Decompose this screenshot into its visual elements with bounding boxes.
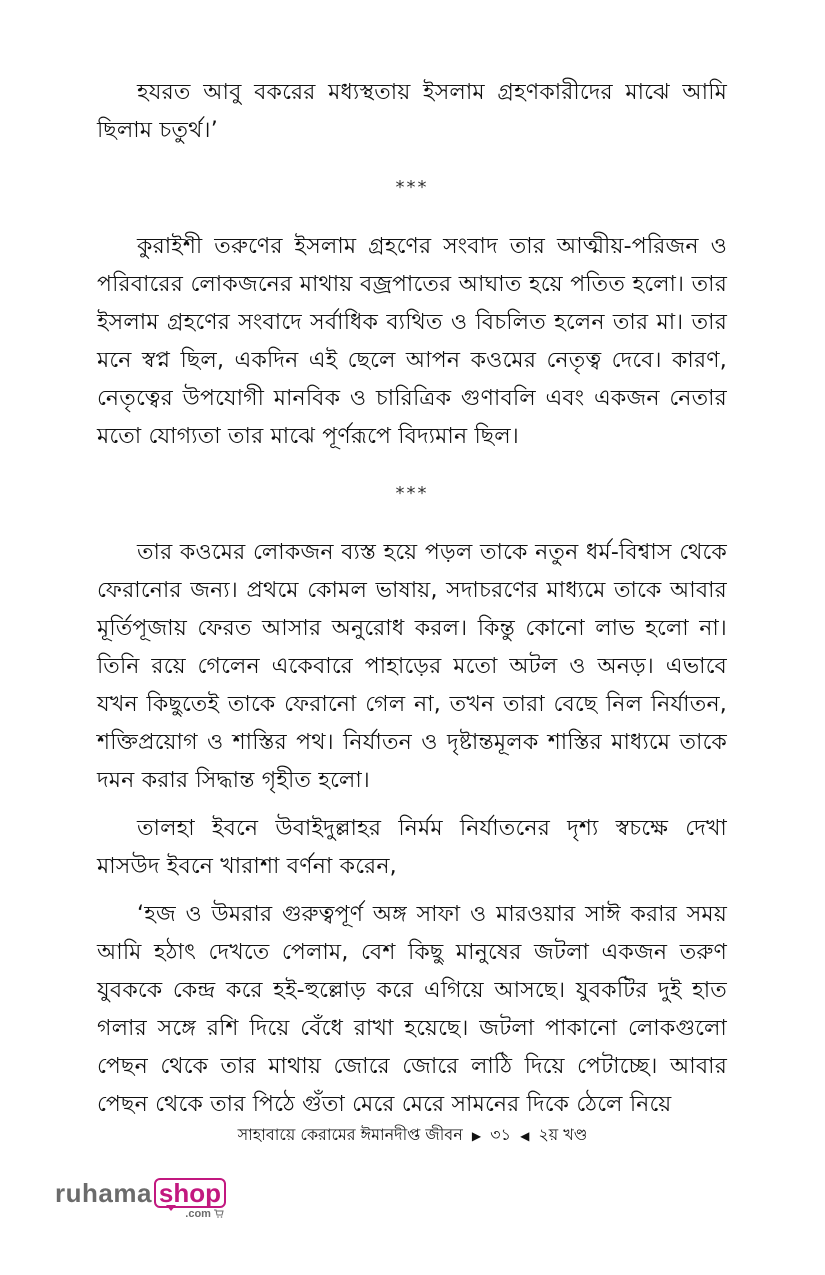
section-separator: *** xyxy=(395,177,429,198)
volume-label: ২য় খণ্ড xyxy=(538,1125,588,1144)
paragraph: তার কওমের লোকজন ব্যস্ত হয়ে পড়ল তাকে নতুন ধর্ম-বিশ্বাস থেকে ফেরানোর জন্য। প্রথমে কোমল ভাষায়, সদাচরণের মাধ্যমে তাকে আবার মূর্তিপূজায় ফেরত আসার অনুরোধ করল। কিন্তু কোনো লাভ হলো না। তিনি রয়ে গেলেন একেবারে পাহাড়ের মতো অটল ও অনড়। এভাবে যখন কিছুতেই তাকে ফেরানো গেল না, তখন তারা বেছে নিল নির্যাতন, শক্তিপ্রয়োগ ও শাস্তির পথ। নির্যাতন ও দৃষ্টান্তমূলক শাস্তির মাধ্যমে তাকে দমন করার সিদ্ধান্ত গৃহীত হলো। xyxy=(97,540,727,793)
logo-shop-text: shop xyxy=(154,1178,226,1208)
shopping-cart-icon xyxy=(214,1209,224,1218)
right-triangle-icon: ▶ xyxy=(471,1129,482,1143)
logo-shop-badge xyxy=(154,1178,226,1220)
logo-brand-text: ruhama xyxy=(55,1178,152,1208)
logo-domain xyxy=(185,1208,224,1220)
paragraph: কুরাইশী তরুণের ইসলাম গ্রহণের সংবাদ তার আত্মীয়-পরিজন ও পরিবারের লোকজনের মাথায় বজ্রপাতের আঘাত হয়ে পতিত হলো। তার ইসলাম গ্রহণের সংবাদে সর্বাধিক ব্যথিত ও বিচলিত হলেন তার মা। তার মনে স্বপ্ন ছিল, একদিন এই ছেলে আপন কওমের নেতৃত্ব দেবে। কারণ, নেতৃত্বের উপযোগী মানবিক ও চারিত্রিক গুণাবলি এবং একজন নেতার মতো যোগ্যতা তার মাঝে পূর্ণরূপে বিদ্যমান ছিল। xyxy=(97,234,727,449)
speech-bubble-tail-icon xyxy=(166,1205,176,1211)
section-separator: *** xyxy=(395,483,429,504)
page-footer xyxy=(0,1122,825,1149)
book-title: সাহাবায়ে কেরামের ঈমানদীপ্ত জীবন xyxy=(237,1125,463,1144)
page-number: ৩১ xyxy=(490,1125,511,1144)
left-triangle-icon: ◀ xyxy=(520,1129,530,1143)
page-body xyxy=(97,74,727,1124)
watermark-logo xyxy=(55,1178,226,1220)
paragraph: হযরত আবু বকরের মধ্যস্থতায় ইসলাম গ্রহণকারীদের মাঝে আমি ছিলাম চতুর্থ।’ xyxy=(97,80,727,143)
logo-domain-text: .com xyxy=(185,1208,211,1220)
paragraph: তালহা ইবনে উবাইদুল্লাহর নির্মম নির্যাতনের দৃশ্য স্বচক্ষে দেখা মাসউদ ইবনে খারাশা বর্ণনা করেন, xyxy=(97,816,727,879)
paragraph: ‘হজ ও উমরার গুরুত্বপূর্ণ অঙ্গ সাফা ও মারওয়ার সাঈ করার সময় আমি হঠাৎ দেখতে পেলাম, বেশ কিছু মানুষের জটলা একজন তরুণ যুবককে কেন্দ্র করে হই-হুল্লোড় করে এগিয়ে আসছে। যুবকটির দুই হাত গলার সঙ্গে রশি দিয়ে বেঁধে রাখা হয়েছে। জটলা পাকানো লোকগুলো পেছন থেকে তার মাথায় জোরে জোরে লাঠি দিয়ে পেটাচ্ছে। আবার পেছন থেকে তার পিঠে গুঁতা মেরে মেরে সামনের দিকে ঠেলে নিয়ে xyxy=(97,902,727,1117)
